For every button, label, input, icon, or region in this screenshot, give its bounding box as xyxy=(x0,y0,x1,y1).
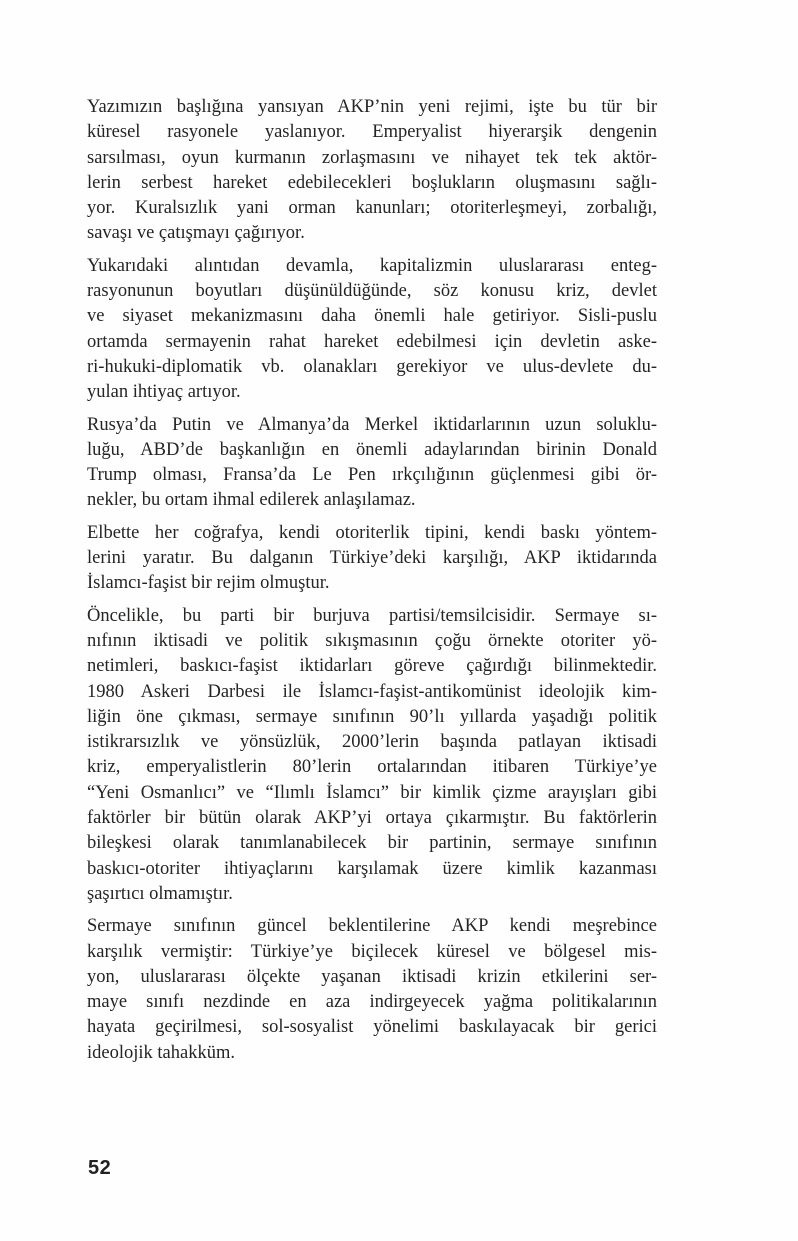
text-line: maye sınıfı nezdinde en aza indirgeyecek yağma politikalarının xyxy=(87,992,657,1013)
text-line: Rusya’da Putin ve Almanya’da Merkel iktidarlarının uzun soluklu- xyxy=(87,414,657,435)
text-line: ve siyaset mekanizmasını daha önemli hale getiriyor. Sisli-puslu xyxy=(87,306,657,327)
text-line: karşılık vermiştir: Türkiye’ye biçilecek küresel ve bölgesel mis- xyxy=(87,941,657,962)
paragraph xyxy=(87,914,657,1066)
text-line: istikrarsızlık ve yönsüzlük, 2000’lerin başında patlayan iktisadi xyxy=(87,732,657,753)
text-line: baskıcı-otoriter ihtiyaçlarını karşılamak üzere kimlik kazanması xyxy=(87,858,657,879)
text-line: yor. Kuralsızlık yani orman kanunları; otoriterleşmeyi, zorbalığı, xyxy=(87,198,657,219)
text-line: 1980 Askeri Darbesi ile İslamcı-faşist-antikomünist ideolojik kim- xyxy=(87,681,657,702)
text-line: nıfının iktisadi ve politik sıkışmasının çoğu örnekte otoriter yö- xyxy=(87,630,657,651)
text-line: hayata geçirilmesi, sol-sosyalist yönelimi baskılayacak bir gerici xyxy=(87,1017,657,1038)
text-line: Elbette her coğrafya, kendi otoriterlik tipini, kendi baskı yöntem- xyxy=(87,522,657,543)
text-line: bileşkesi olarak tanımlanabilecek bir partinin, sermaye sınıfının xyxy=(87,833,657,854)
text-line: Öncelikle, bu parti bir burjuva partisi/temsilcisidir. Sermaye sı- xyxy=(87,605,657,626)
text-line: nekler, bu ortam ihmal edilerek anlaşılamaz. xyxy=(87,490,416,511)
paragraph xyxy=(87,254,657,406)
text-line: şaşırtıcı olmamıştır. xyxy=(87,883,233,904)
paragraph xyxy=(87,604,657,908)
text-line: ideolojik tahakküm. xyxy=(87,1042,235,1063)
text-line: faktörler bir bütün olarak AKP’yi ortaya çıkarmıştır. Bu faktörlerin xyxy=(87,808,657,829)
text-line: Trump olması, Fransa’da Le Pen ırkçılığının güçlenmesi gibi ör- xyxy=(87,465,657,486)
text-line: luğu, ABD’de başkanlığın en önemli adaylarından birinin Donald xyxy=(87,439,657,460)
text-line: küresel rasyonele yaslanıyor. Emperyalist hiyerarşik dengenin xyxy=(87,122,657,143)
text-line: “Yeni Osmanlıcı” ve “Ilımlı İslamcı” bir kimlik çizme arayışları gibi xyxy=(87,782,657,803)
page-number: 52 xyxy=(88,1157,112,1179)
text-line: rasyonunun boyutları düşünüldüğünde, söz konusu kriz, devlet xyxy=(87,281,657,302)
paragraph xyxy=(87,521,657,597)
text-line: Sermaye sınıfının güncel beklentilerine AKP kendi meşrebince xyxy=(87,916,657,937)
text-line: kriz, emperyalistlerin 80’lerin ortalarından itibaren Türkiye’ye xyxy=(87,757,657,778)
text-line: yon, uluslararası ölçekte yaşanan iktisadi krizin etkilerini ser- xyxy=(87,966,657,987)
paragraph xyxy=(87,95,657,247)
text-line: sarsılması, oyun kurmanın zorlaşmasını ve nihayet tek tek aktör- xyxy=(87,147,657,168)
text-line: lerini yaratır. Bu dalganın Türkiye’deki karşılığı, AKP iktidarında xyxy=(87,548,657,569)
text-line: ortamda sermayenin rahat hareket edebilmesi için devletin aske- xyxy=(87,331,657,352)
text-line: yulan ihtiyaç artıyor. xyxy=(87,382,241,403)
text-line: lerin serbest hareket edebilecekleri boşlukların oluşmasını sağlı- xyxy=(87,172,657,193)
text-line: ri-hukuki-diplomatik vb. olanakları gerekiyor ve ulus-devlete du- xyxy=(87,356,657,377)
text-line: savaşı ve çatışmayı çağırıyor. xyxy=(87,223,305,244)
paragraph xyxy=(87,413,657,514)
text-line: Yukarıdaki alıntıdan devamla, kapitalizmin uluslararası enteg- xyxy=(87,255,657,276)
text-line: netimleri, baskıcı-faşist iktidarları göreve çağırdığı bilinmektedir. xyxy=(87,656,657,677)
text-line: liğin öne çıkması, sermaye sınıfının 90’lı yıllarda yaşadığı politik xyxy=(87,706,657,727)
body-text xyxy=(87,95,657,1073)
text-line: İslamcı-faşist bir rejim olmuştur. xyxy=(87,573,330,594)
text-line: Yazımızın başlığına yansıyan AKP’nin yeni rejimi, işte bu tür bir xyxy=(87,97,657,117)
